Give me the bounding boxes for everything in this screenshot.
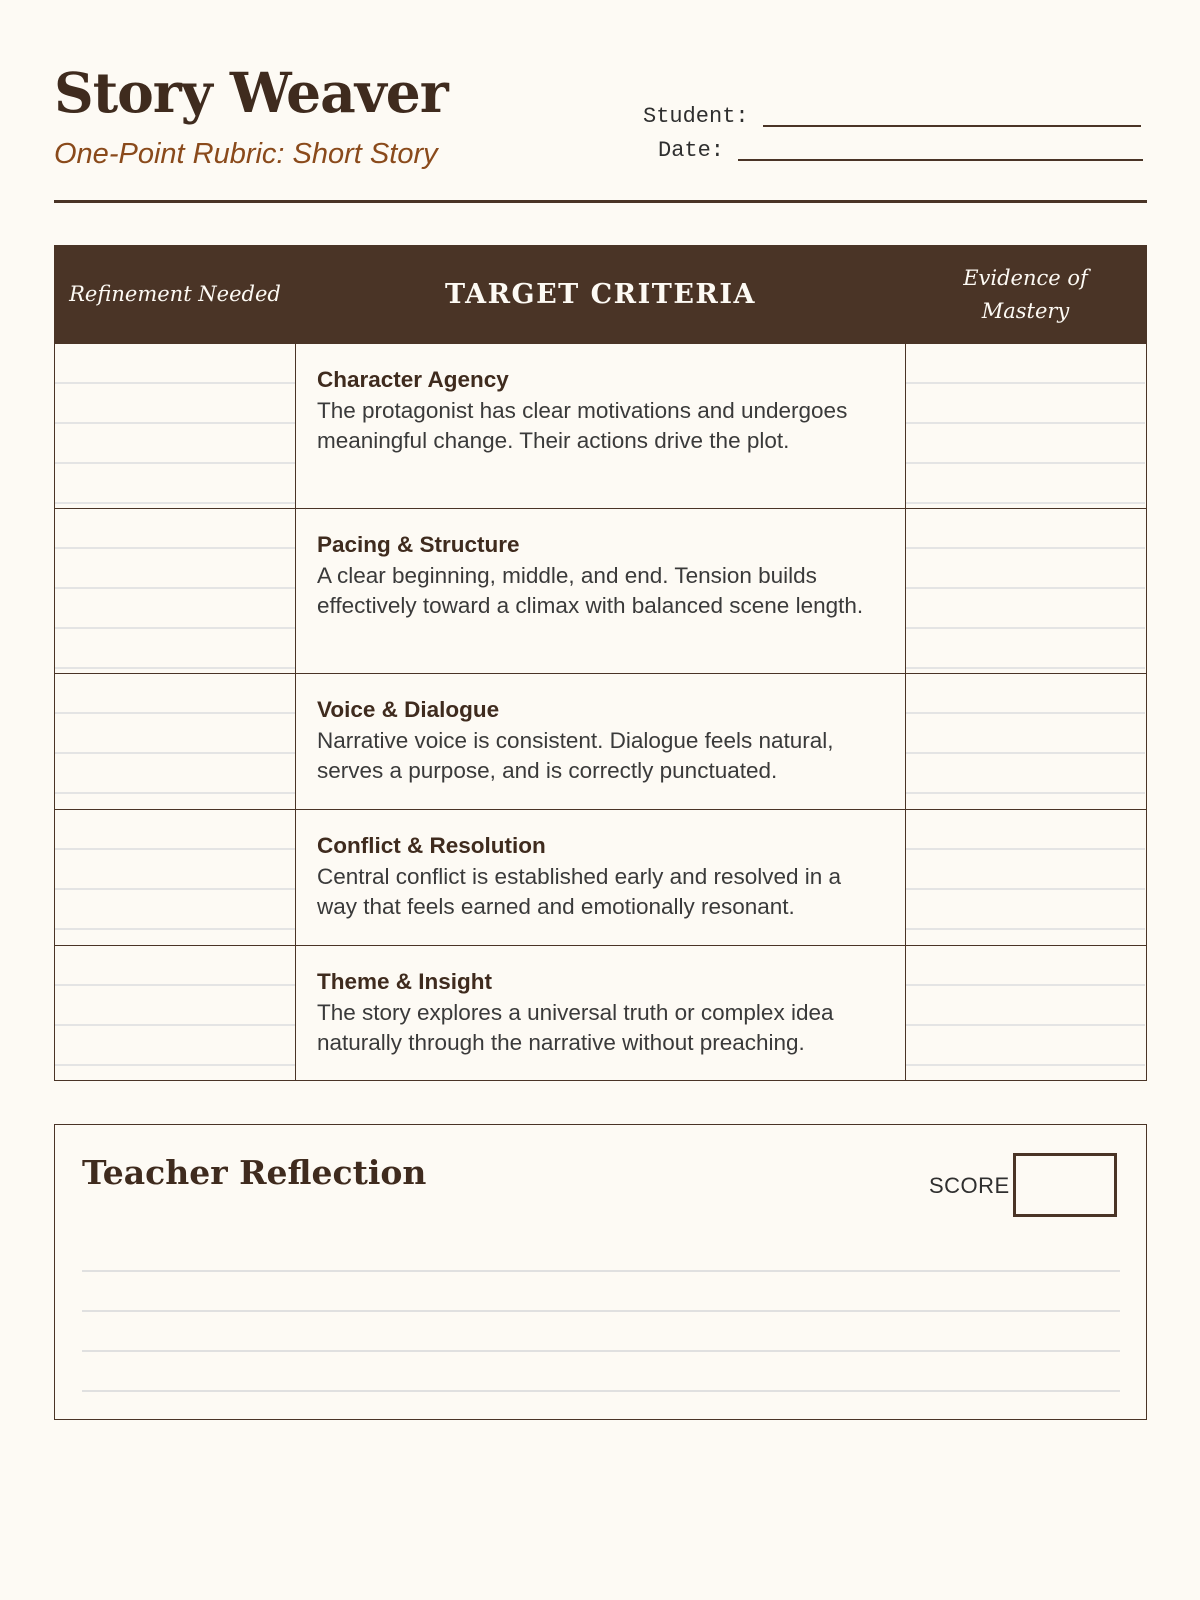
mastery-cell[interactable] [906,344,1145,508]
refinement-cell[interactable] [55,509,295,673]
rubric-table [54,245,1147,1081]
criteria-cell [295,810,906,945]
date-field[interactable] [658,138,1143,163]
rubric-row [55,945,1146,1080]
student-name-line[interactable] [763,105,1141,127]
reflection-title: Teacher Reflection [82,1153,427,1192]
rubric-row [55,673,1146,809]
teacher-reflection-box [54,1124,1147,1420]
criteria-title: Theme & Insight [317,969,493,994]
criteria-description: The story explores a universal truth or complex idea naturally through the narrative without preaching. [317,1000,834,1055]
score-label: SCORE [929,1173,1010,1198]
header-divider [54,200,1147,203]
criteria-title: Pacing & Structure [317,532,520,557]
rubric-header-row [55,246,1146,343]
refinement-cell[interactable] [55,674,295,809]
student-label: Student: [643,104,749,129]
mastery-cell[interactable] [906,674,1145,809]
refinement-cell[interactable] [55,344,295,508]
date-label: Date: [658,138,725,163]
reflection-writing-line[interactable] [82,1350,1120,1352]
criteria-description: Narrative voice is consistent. Dialogue feels natural, serves a purpose, and is correctly punctuated. [317,728,834,783]
reflection-writing-line[interactable] [82,1270,1120,1272]
criteria-cell [295,946,906,1080]
mastery-cell[interactable] [906,946,1145,1080]
rubric-row [55,809,1146,945]
reflection-writing-line[interactable] [82,1390,1120,1392]
column-header-criteria: TARGET CRITERIA [445,279,756,310]
criteria-cell [295,344,906,508]
criteria-cell [295,509,906,673]
criteria-title: Character Agency [317,367,509,392]
criteria-description: A clear beginning, middle, and end. Tension builds effectively toward a climax with balanced scene length. [317,563,864,618]
score-box[interactable] [1013,1153,1117,1217]
page-subtitle: One-Point Rubric: Short Story [54,138,438,170]
student-field[interactable] [643,104,1141,129]
reflection-writing-line[interactable] [82,1310,1120,1312]
criteria-description: Central conflict is established early and resolved in a way that feels earned and emotionally resonant. [317,864,842,919]
refinement-cell[interactable] [55,946,295,1080]
header [54,58,1147,204]
date-line[interactable] [738,139,1143,161]
page-title: Story Weaver [54,60,448,125]
criteria-title: Voice & Dialogue [317,697,500,722]
criteria-title: Conflict & Resolution [317,833,546,858]
refinement-cell[interactable] [55,810,295,945]
criteria-description: The protagonist has clear motivations and undergoes meaningful change. Their actions drive the plot. [317,398,848,453]
mastery-cell[interactable] [906,509,1145,673]
rubric-row [55,343,1146,508]
column-header-mastery: Evidence of Mastery [963,265,1088,323]
criteria-cell [295,674,906,809]
mastery-cell[interactable] [906,810,1145,945]
rubric-row [55,508,1146,673]
column-header-refinement: Refinement Needed [69,282,281,306]
